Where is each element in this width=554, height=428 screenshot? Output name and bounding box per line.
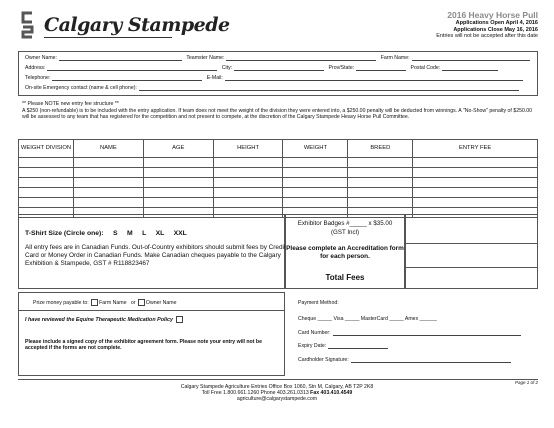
footer-email[interactable]: agriculture@calgarystampede.com (236, 396, 318, 402)
owner-name-field[interactable] (59, 56, 182, 61)
forms-note: Please include a signed copy of the exhibitor agreement form. Please note your entry will not be accepted if the forms are not complete. (25, 339, 262, 352)
table-row (19, 188, 538, 198)
emergency-contact-field[interactable] (139, 86, 519, 91)
logo-wordmark: Calgary Stampede (44, 14, 230, 36)
page-number: Page 1 of 2 (514, 380, 538, 385)
teamster-label: Teamster Name: (186, 55, 225, 61)
table-cell[interactable] (413, 198, 538, 208)
fee-note-body: A $250 (non-refundable) is to be included with the entry application. If team does not meet the weight of the division they were entered into, a $250.00 penalty will be deducted from winnings. A "No-Show" penalty of $250.00 will be assessed to any team that has registered for the competition and not present to compete, at the discretion of the Calgary Stampede Heavy Horse Pull Committee. (22, 107, 533, 121)
col-weight-division: WEIGHT DIVISION (19, 140, 74, 158)
table-cell[interactable] (283, 188, 348, 198)
owner-name-option: Owner Name (145, 299, 177, 306)
table-cell[interactable] (213, 178, 283, 188)
table-cell[interactable] (413, 158, 538, 168)
telephone-row (25, 75, 523, 81)
prize-policy-box (18, 292, 285, 376)
table-cell[interactable] (348, 188, 413, 198)
table-cell[interactable] (19, 188, 74, 198)
farm-name-field[interactable] (412, 56, 530, 61)
fee-amounts-column (405, 214, 538, 289)
owner-label: Owner Name: (25, 55, 57, 61)
footer-phone-text: Toll Free 1.800.661.1260 Phone 403.261.0313 (201, 390, 309, 396)
fee-note (22, 101, 536, 121)
address-field[interactable] (47, 66, 217, 71)
payment-method-label: Payment Method: (298, 300, 339, 306)
city-field[interactable] (234, 66, 324, 71)
col-age: AGE (143, 140, 213, 158)
table-cell[interactable] (213, 158, 283, 168)
calgary-stampede-cs-logo (18, 10, 40, 40)
prov-label: Prov/State: (328, 65, 355, 71)
signature-row (298, 357, 511, 363)
table-cell[interactable] (283, 198, 348, 208)
policy-row (25, 316, 184, 323)
table-cell[interactable] (73, 158, 143, 168)
table-cell[interactable] (73, 178, 143, 188)
expiry-date-field[interactable] (328, 344, 388, 349)
accreditation-fee-cell[interactable] (406, 244, 537, 268)
table-cell[interactable] (413, 168, 538, 178)
telephone-label: Telephone: (25, 75, 51, 81)
emergency-row (25, 85, 519, 91)
expiry-label: Expiry Date: (298, 343, 327, 349)
table-cell[interactable] (19, 198, 74, 208)
owner-row (25, 55, 530, 61)
applications-open: Applications Open April 4, 2016 (455, 20, 538, 26)
entries-table (18, 139, 538, 218)
col-entry-fee: ENTRY FEE (413, 140, 538, 158)
postal-code-field[interactable] (442, 66, 498, 71)
table-cell[interactable] (143, 178, 213, 188)
card-number-label: Card Number: (298, 330, 331, 336)
or-label: or (130, 299, 136, 306)
fee-note-heading: ** Please NOTE new entry fee structure ** (22, 101, 119, 107)
footer-address: Calgary Stampede Agriculture Entries Office Box 1060, Stn M, Calgary, AB T2P 2K8 (180, 384, 374, 390)
prize-money-row (33, 299, 176, 306)
badges-gst: (GST Incl) (330, 229, 360, 236)
table-cell[interactable] (73, 168, 143, 178)
table-row (19, 198, 538, 208)
badges-fee-cell[interactable] (406, 215, 537, 244)
table-cell[interactable] (143, 188, 213, 198)
farm-label: Farm Name: (380, 55, 410, 61)
farm-name-option: Farm Name (99, 299, 127, 306)
email-label: E-Mail: (206, 75, 223, 81)
table-cell[interactable] (73, 188, 143, 198)
table-cell[interactable] (283, 168, 348, 178)
address-row (25, 65, 498, 71)
table-header-row (19, 140, 538, 158)
telephone-field[interactable] (52, 76, 202, 81)
cardholder-signature-field[interactable] (351, 358, 511, 363)
table-cell[interactable] (283, 158, 348, 168)
tshirt-label: T-Shirt Size (Circle one): (25, 230, 104, 237)
footer-fax: Fax 403.410.4549 (310, 390, 353, 396)
tshirt-size-row (25, 230, 187, 237)
owner-name-checkbox[interactable] (138, 299, 145, 306)
late-entry-note: Entries will not be accepted after this date (436, 33, 538, 39)
farm-name-checkbox[interactable] (91, 299, 98, 306)
table-cell[interactable] (143, 168, 213, 178)
exhibitor-badges-box (285, 214, 405, 289)
col-weight: WEIGHT (283, 140, 348, 158)
tshirt-size-options[interactable]: S M L XL XXL (113, 230, 187, 237)
total-fees-label: Total Fees (325, 273, 365, 282)
postal-label: Postal Code: (410, 65, 441, 71)
table-cell[interactable] (348, 178, 413, 188)
applications-close: Applications Close May 16, 2016 (453, 26, 538, 33)
table-cell[interactable] (213, 198, 283, 208)
table-cell[interactable] (73, 198, 143, 208)
tshirt-funds-box (18, 214, 285, 289)
table-cell[interactable] (283, 178, 348, 188)
policy-checkbox[interactable] (176, 316, 183, 323)
col-height: HEIGHT (213, 140, 283, 158)
prov-state-field[interactable] (356, 66, 406, 71)
table-cell[interactable] (213, 168, 283, 178)
prize-label: Prize money payable to: (33, 299, 89, 306)
table-row (19, 178, 538, 188)
payment-options[interactable]: Cheque _____ Visa _____ MasterCard _____ Amex ______ (298, 316, 437, 322)
form-title: 2016 Heavy Horse Pull (447, 10, 538, 20)
col-breed: BREED (348, 140, 413, 158)
divider (19, 310, 284, 311)
table-cell[interactable] (143, 198, 213, 208)
expiry-row (298, 343, 388, 349)
table-cell[interactable] (348, 158, 413, 168)
table-cell[interactable] (19, 168, 74, 178)
table-cell[interactable] (348, 168, 413, 178)
table-cell[interactable] (348, 198, 413, 208)
table-cell[interactable] (19, 158, 74, 168)
col-name: NAME (73, 140, 143, 158)
table-cell[interactable] (413, 178, 538, 188)
page-header (18, 10, 538, 46)
table-row (19, 158, 538, 168)
footer-divider (18, 379, 538, 380)
header-info (436, 10, 538, 40)
table-cell[interactable] (413, 188, 538, 198)
canadian-funds-note: All entry fees are in Canadian Funds. Out-of-Country exhibitors should submit fees by Credit Card or Money Order in Canadian Funds. Make Canadian cheques payable to the Calgary Exhibition & Stampede, GST # R118823467 (25, 244, 286, 267)
accreditation-note: Please complete an Accreditation form for each person. (286, 245, 404, 260)
contact-info-box (18, 51, 538, 96)
teamster-name-field[interactable] (226, 56, 376, 61)
table-cell[interactable] (213, 188, 283, 198)
policy-label: I have reviewed the Equine Therapeutic Medication Policy (25, 316, 173, 323)
city-label: City: (221, 65, 233, 71)
table-cell[interactable] (19, 178, 74, 188)
card-number-field[interactable] (333, 331, 521, 336)
emergency-label: On-site Emergency contact (name & cell phone): (25, 85, 137, 91)
signature-label: Cardholder Signature: (298, 357, 349, 363)
table-row (19, 168, 538, 178)
total-fee-cell[interactable] (406, 268, 537, 289)
email-field[interactable] (225, 76, 523, 81)
table-cell[interactable] (143, 158, 213, 168)
card-number-row (298, 330, 521, 336)
address-label: Address: (25, 65, 46, 71)
logo-underline (44, 37, 172, 38)
badges-count: Exhibitor Badges #_____ x $35.00 (297, 220, 393, 227)
